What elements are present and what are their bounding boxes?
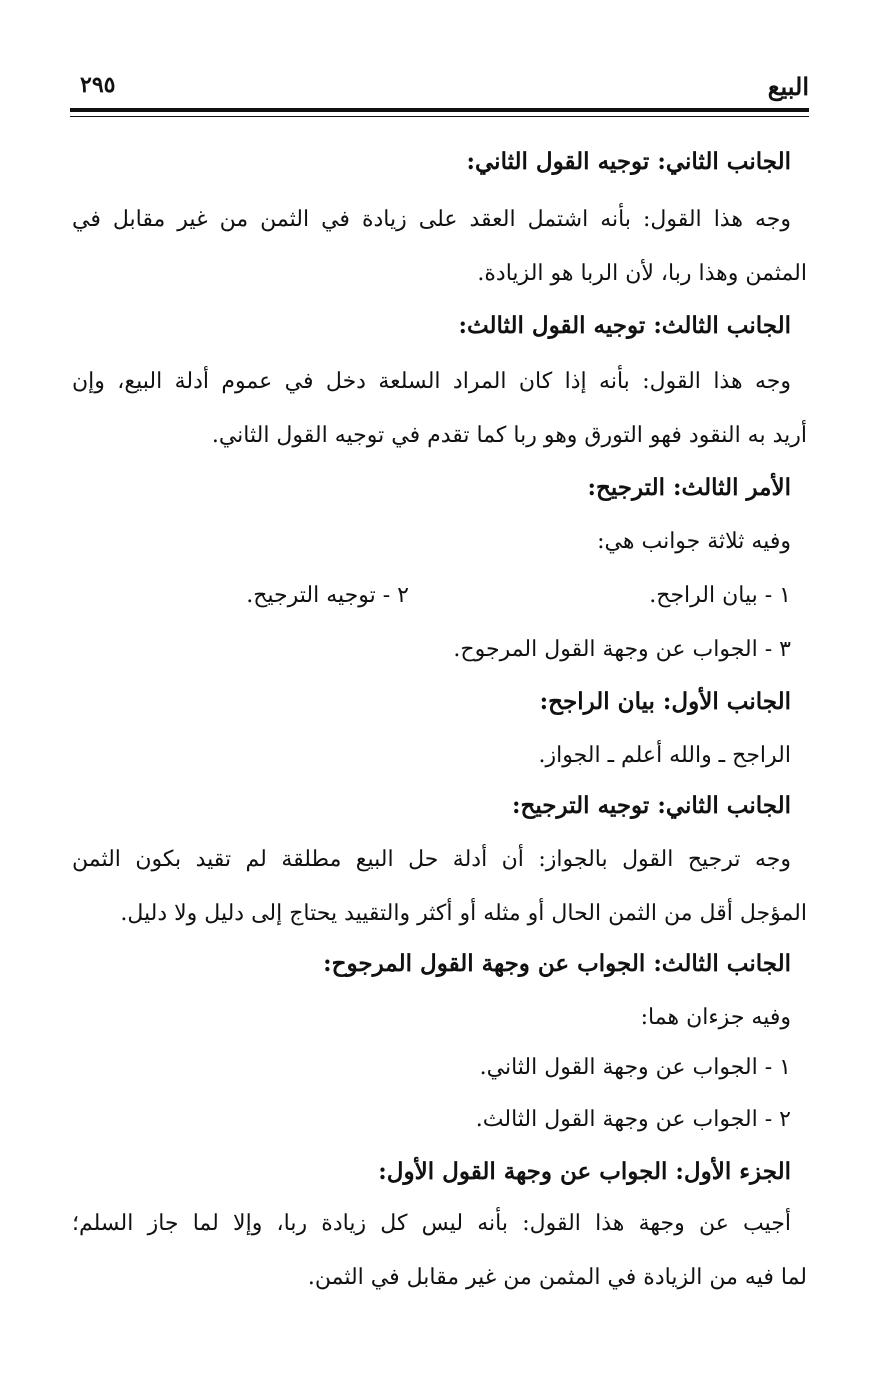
- heading-second-aspect: الجانب الثاني: توجيه الترجيح:: [512, 792, 791, 819]
- heading-first-part: الجزء الأول: الجواب عن وجهة القول الأول:: [378, 1158, 791, 1185]
- paragraph-line: وفيه جزءان هما:: [640, 1005, 791, 1030]
- paragraph-line: الراجح ـ والله أعلم ـ الجواز.: [538, 743, 791, 768]
- header-rule-thick: [70, 108, 809, 112]
- paragraph-line: المثمن وهذا ربا، لأن الربا هو الزيادة.: [477, 261, 807, 286]
- paragraph-line: وجه هذا القول: بأنه اشتمل العقد على زيادة في الثمن من غير مقابل في: [72, 207, 791, 232]
- list-item: ٣ - الجواب عن وجهة القول المرجوح.: [453, 637, 791, 662]
- paragraph-line: لما فيه من الزيادة في المثمن من غير مقابل في الثمن.: [307, 1265, 807, 1290]
- page-number: ٢٩٥: [80, 72, 116, 98]
- heading-third-aspect: الجانب الثالث: توجيه القول الثالث:: [458, 312, 791, 339]
- list-item: ٢ - الجواب عن وجهة القول الثالث.: [475, 1107, 791, 1132]
- paragraph-line: وفيه ثلاثة جوانب هي:: [597, 529, 791, 554]
- paragraph-line: أريد به النقود فهو التورق وهو ربا كما تقدم في توجيه القول الثاني.: [211, 423, 807, 448]
- paragraph-line: وجه هذا القول: بأنه إذا كان المراد السلعة دخل في عموم أدلة البيع، وإن: [72, 369, 792, 394]
- page-header: [70, 68, 809, 104]
- paragraph-line: وجه ترجيح القول بالجواز: أن أدلة حل البيع مطلقة لم تقيد بكون الثمن: [72, 847, 791, 872]
- header-rule-thin: [70, 116, 809, 117]
- heading-first-aspect: الجانب الأول: بيان الراجح:: [539, 688, 791, 715]
- paragraph-line: أجيب عن وجهة هذا القول: بأنه ليس كل زيادة ربا، وإلا لما جاز السلم؛: [72, 1211, 791, 1236]
- list-item: ٢ - توجيه الترجيح.: [246, 583, 409, 608]
- heading-third-aspect: الجانب الثالث: الجواب عن وجهة القول المرجوح:: [323, 950, 791, 977]
- heading-second-aspect: الجانب الثاني: توجيه القول الثاني:: [466, 148, 791, 175]
- chapter-title: البيع: [767, 72, 809, 101]
- paragraph-line: المؤجل أقل من الثمن الحال أو مثله أو أكثر والتقييد يحتاج إلى دليل ولا دليل.: [120, 901, 807, 926]
- heading-third-matter: الأمر الثالث: الترجيح:: [587, 474, 791, 501]
- list-item: ١ - الجواب عن وجهة القول الثاني.: [479, 1055, 791, 1080]
- list-item: ١ - بيان الراجح.: [649, 583, 791, 608]
